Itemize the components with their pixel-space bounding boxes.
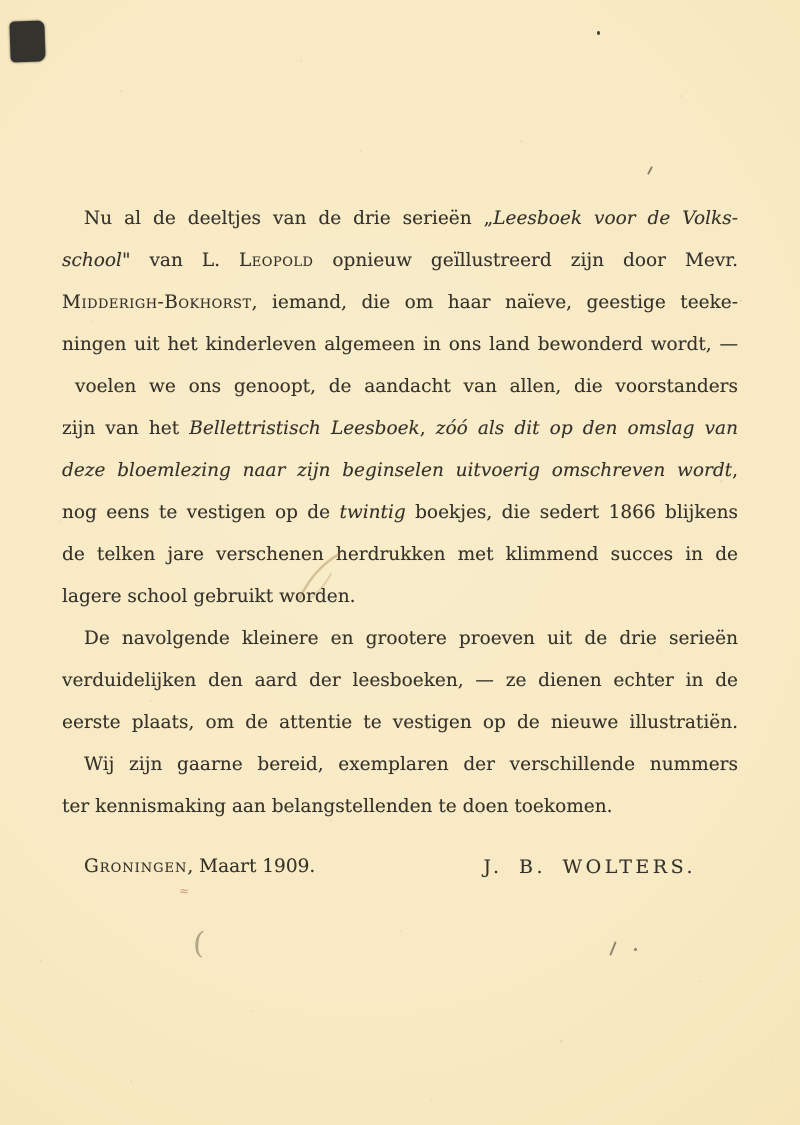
text-segment: zijn van het xyxy=(62,418,190,439)
paper-speck xyxy=(600,760,602,762)
text-segment: school" xyxy=(62,250,131,271)
text-segment: boekjes, die sedert 1866 blijkens xyxy=(405,502,738,523)
text-segment: Bellettristisch Leesboek xyxy=(189,418,420,439)
text-line xyxy=(62,786,738,828)
paper-speck xyxy=(40,960,42,962)
text-line xyxy=(62,576,738,618)
text-segment: twintig xyxy=(339,502,406,523)
place-and-date xyxy=(84,846,315,888)
text-segment: van L. xyxy=(130,250,240,271)
text-segment: Leopold xyxy=(239,250,314,271)
paper-speck xyxy=(130,1080,132,1082)
text-segment: eerste plaats, om de attentie te vestigen op de nieuwe illustratiën. xyxy=(62,712,738,733)
scan-corner-mark xyxy=(9,20,45,62)
faint-dot-mark xyxy=(634,948,637,951)
text-segment: De navolgende kleinere en grootere proeven uit de drie serieën xyxy=(84,628,738,649)
date-text: , Maart 1909. xyxy=(187,856,316,877)
text-line xyxy=(62,744,738,786)
paper-speck xyxy=(250,1010,252,1012)
paper-speck xyxy=(560,1040,563,1043)
paper-speck xyxy=(770,1060,772,1062)
paper-speck xyxy=(520,140,523,143)
paper-speck xyxy=(680,95,682,97)
text-line xyxy=(62,408,738,450)
faint-squiggle-mark: ≈ xyxy=(179,884,190,898)
text-line xyxy=(62,492,738,534)
paper-speck xyxy=(470,260,472,262)
text-line xyxy=(62,618,738,660)
faint-slash-mark xyxy=(609,941,616,956)
text-line xyxy=(62,660,738,702)
text-segment: voelen we ons genoopt, de aandacht van allen, die voorstanders xyxy=(75,376,738,397)
text-segment: , xyxy=(732,460,738,481)
signature-row xyxy=(62,846,738,888)
text-segment: ningen uit het kinderleven algemeen in ons land bewonderd wordt, — xyxy=(62,334,738,355)
text-segment: Nu al de deeltjes van de drie serieën „ xyxy=(84,208,494,229)
paper-speck xyxy=(400,930,402,932)
paper-speck xyxy=(120,90,122,92)
text-segment: lagere school gebruikt worden. xyxy=(62,586,356,607)
text-segment: , iemand, die om haar naïeve, geestige teeke- xyxy=(251,292,738,313)
text-line xyxy=(62,282,738,324)
paper-speck xyxy=(700,980,702,982)
publisher-name: J. B. WOLTERS. xyxy=(483,856,696,878)
ink-speck xyxy=(597,31,600,35)
text-segment: Wij zijn gaarne bereid, exemplaren der verschillende nummers xyxy=(84,754,738,775)
text-line xyxy=(62,198,738,240)
paper-speck xyxy=(90,870,92,872)
text-segment: zóó als dit op den omslag van xyxy=(435,418,738,439)
text-segment: , xyxy=(419,418,436,439)
paper-speck xyxy=(720,480,723,483)
text-segment: Midderigh-Bokhorst xyxy=(62,292,252,313)
text-line xyxy=(62,324,738,366)
paper-speck xyxy=(150,700,152,702)
text-segment: Leesboek voor de Volks- xyxy=(493,208,738,229)
text-segment: de telken jare verschenen herdrukken met klimmend succes in de xyxy=(62,544,738,565)
text-line xyxy=(62,450,738,492)
paper-speck xyxy=(430,1100,432,1102)
text-segment: verduidelijken den aard der leesboeken, — ze dienen echter in de xyxy=(62,670,738,691)
faint-paren-mark: ( xyxy=(191,925,206,962)
paper-speck xyxy=(330,820,332,822)
page-text-block xyxy=(62,198,738,828)
paper-speck xyxy=(360,150,362,152)
text-segment: opnieuw geïllustreerd zijn door Mevr. xyxy=(313,250,738,271)
paper-speck xyxy=(300,60,302,62)
paper-speck xyxy=(740,300,742,302)
pencil-smudge xyxy=(293,548,357,604)
paper-speck xyxy=(200,420,202,422)
text-segment: ter kennismaking aan belangstellenden te doen toekomen. xyxy=(62,796,613,817)
text-line xyxy=(62,366,738,408)
text-segment: nog eens te vestigen op de xyxy=(62,502,340,523)
paper-speck xyxy=(660,650,662,652)
paper-speck xyxy=(60,520,62,522)
place-name: Groningen xyxy=(84,856,188,877)
text-line xyxy=(62,240,738,282)
stray-tick-mark xyxy=(647,166,653,175)
paper-speck xyxy=(90,320,92,322)
text-line xyxy=(62,534,738,576)
text-segment: deze bloemlezing naar zijn beginselen uitvoerig omschreven wordt xyxy=(62,460,733,481)
text-line xyxy=(62,702,738,744)
